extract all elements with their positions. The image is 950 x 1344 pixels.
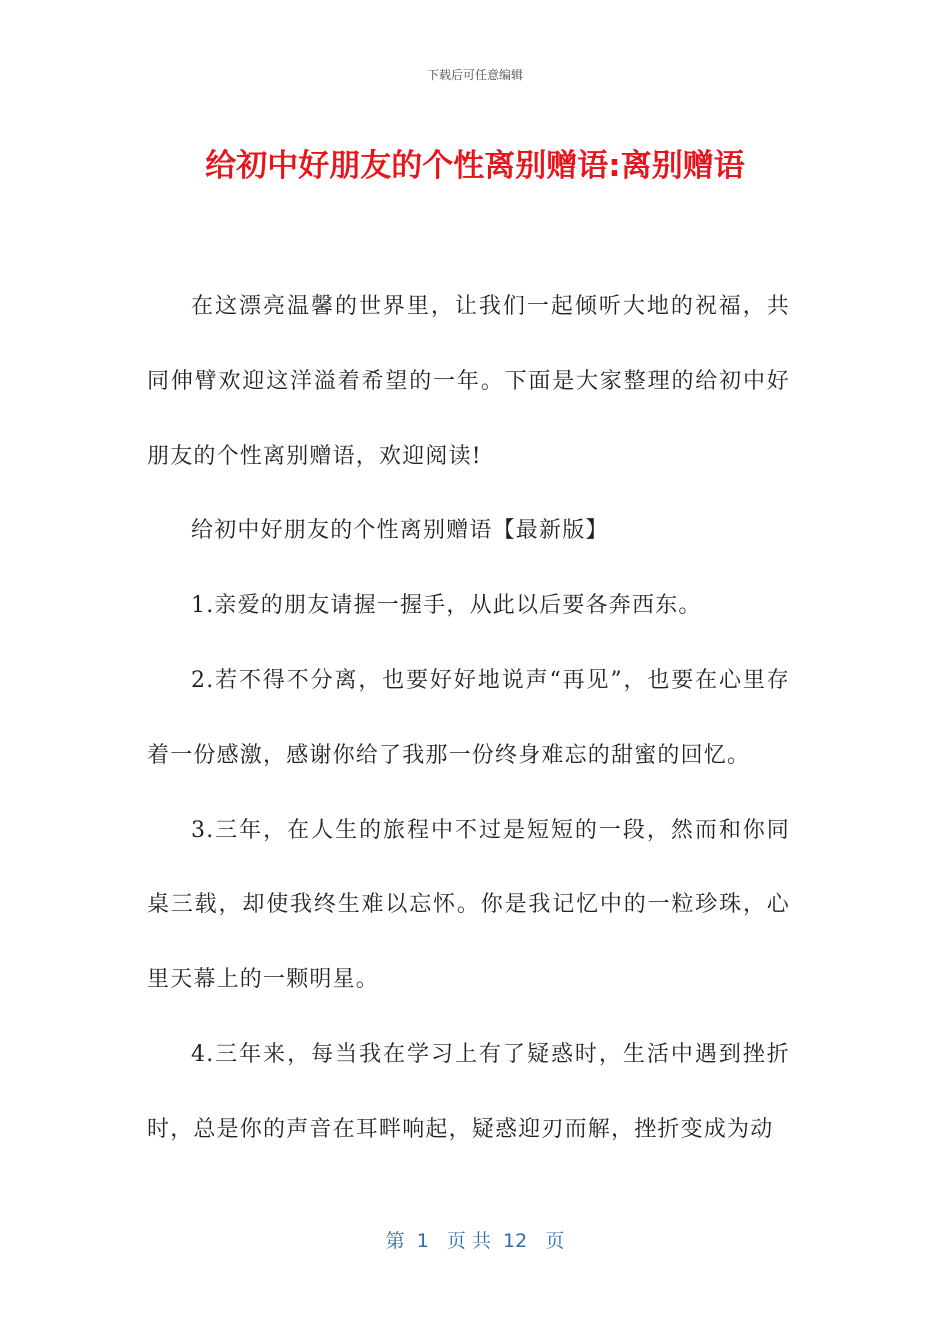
document-title: 给初中好朋友的个性离别赠语:离别赠语 xyxy=(205,148,745,184)
paragraph-item-1: 1.亲爱的朋友请握一握手，从此以后要各奔西东。 xyxy=(191,593,702,619)
paragraph-item-4: 4.三年来，每当我在学习上有了疑惑时，生活中遇到挫折时，总是你的声音在耳畔响起，疑惑迎刃而解，挫折变成为动 xyxy=(147,1041,790,1142)
document-body xyxy=(147,270,790,1168)
paragraph-item-2: 2.若不得不分离，也要好好地说声“再见”，也要在心里存着一份感激，感谢你给了我那一份终身难忘的甜蜜的回忆。 xyxy=(147,667,790,768)
page-number-footer: 第 1 页 共 12 页 xyxy=(385,1230,565,1252)
paragraph-section-heading: 给初中好朋友的个性离别赠语【最新版】 xyxy=(191,518,609,544)
paragraph-item-3: 3.三年，在人生的旅程中不过是短短的一段，然而和你同桌三载，却使我终生难以忘怀。你是我记忆中的一粒珍珠，心里天幕上的一颗明星。 xyxy=(147,817,790,993)
header-note: 下载后可任意编辑 xyxy=(426,68,523,82)
paragraph-intro: 在这漂亮温馨的世界里，让我们一起倾听大地的祝福，共同伸臂欢迎这洋溢着希望的一年。下面是大家整理的给初中好朋友的个性离别赠语，欢迎阅读! xyxy=(147,294,790,469)
